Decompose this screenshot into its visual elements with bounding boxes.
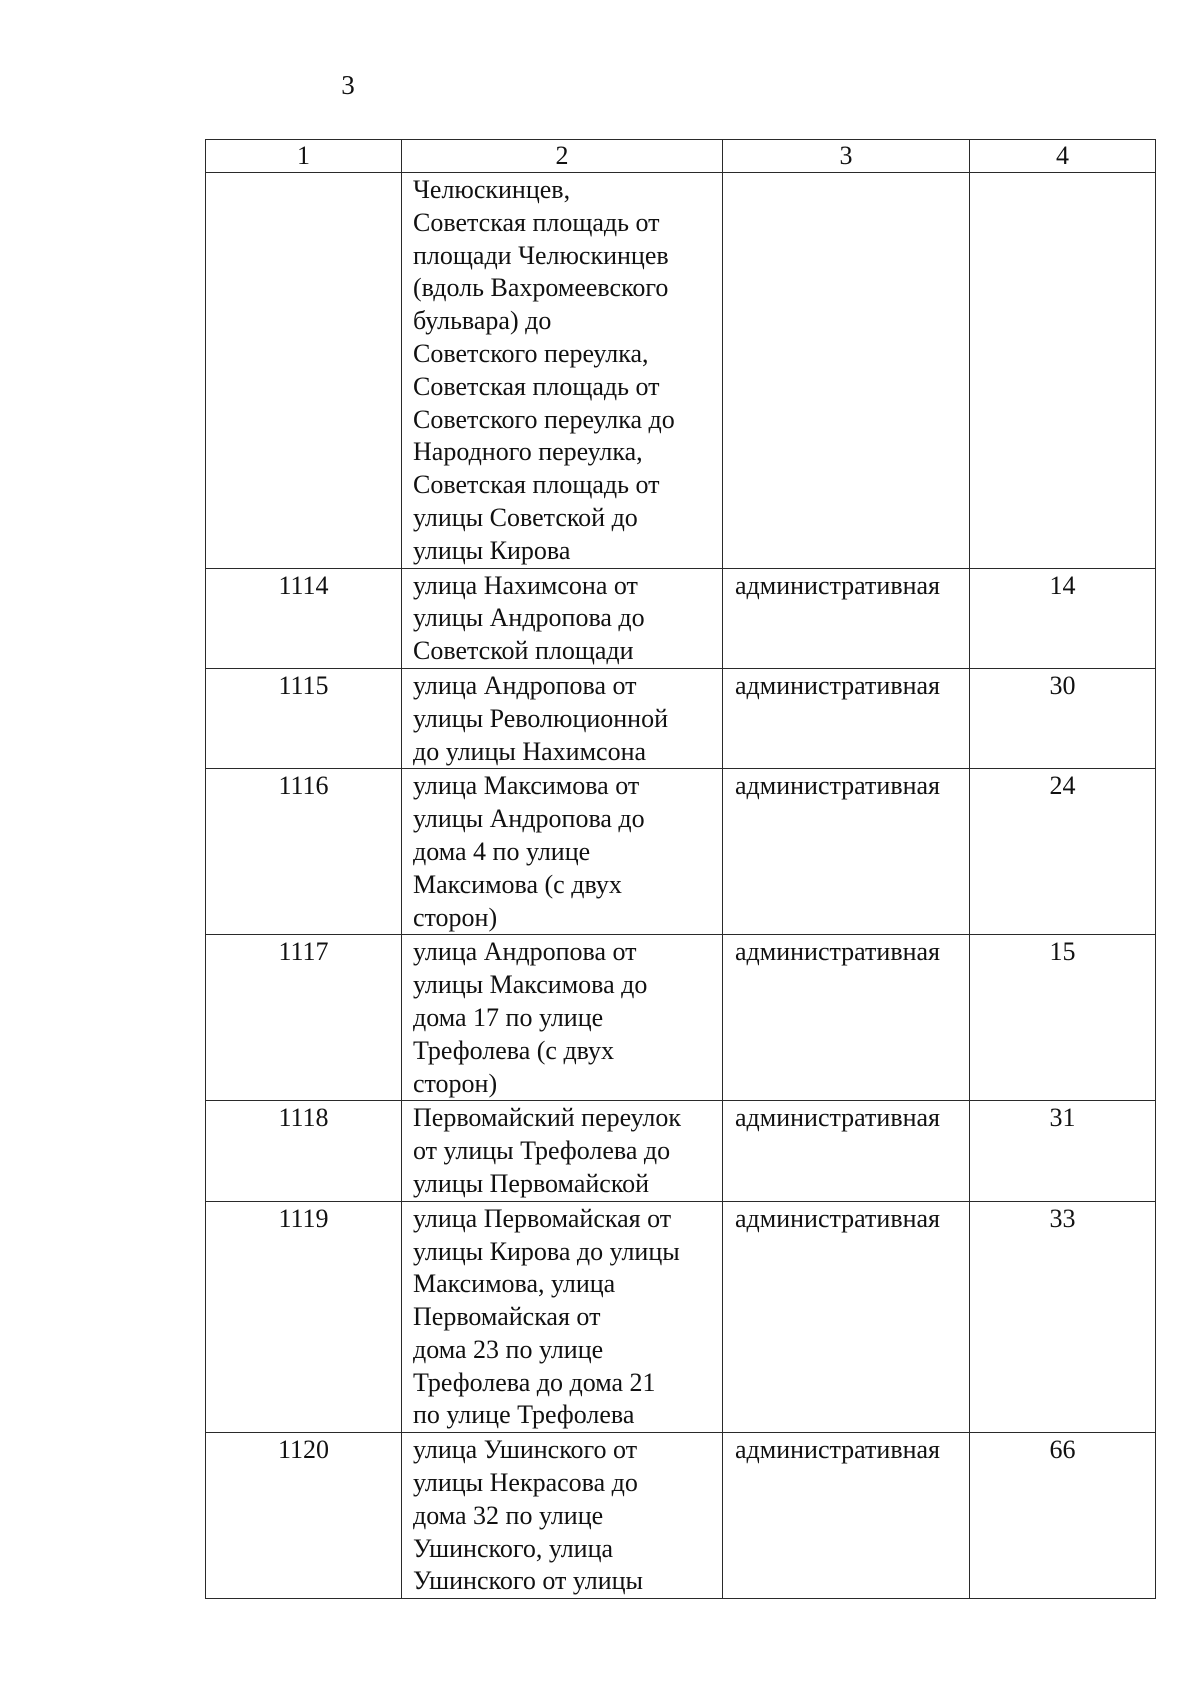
row-number-cell	[206, 173, 402, 569]
street-segment-cell: Первомайский переулок от улицы Трефолева до улицы Первомайской	[402, 1101, 723, 1201]
table-row	[206, 935, 1156, 1101]
column-header-2: 2	[402, 140, 723, 173]
zone-type-cell: административная	[723, 935, 970, 1101]
zone-type-cell: административная	[723, 668, 970, 768]
table-row	[206, 568, 1156, 668]
table-row	[206, 1101, 1156, 1201]
row-number-cell: 1117	[206, 935, 402, 1101]
table-row	[206, 173, 1156, 569]
row-number-cell: 1115	[206, 668, 402, 768]
table-row	[206, 1433, 1156, 1599]
table-row	[206, 668, 1156, 768]
street-segment-cell: улица Максимова от улицы Андропова до дома 4 по улице Максимова (с двух сторон)	[402, 769, 723, 935]
row-number-cell: 1114	[206, 568, 402, 668]
street-segment-cell: улица Нахимсона от улицы Андропова до Советской площади	[402, 568, 723, 668]
spaces-count-cell: 24	[970, 769, 1156, 935]
row-number-cell: 1116	[206, 769, 402, 935]
zone-type-cell	[723, 173, 970, 569]
table-header-row	[206, 140, 1156, 173]
spaces-count-cell: 66	[970, 1433, 1156, 1599]
zone-type-cell: административная	[723, 1101, 970, 1201]
row-number-cell: 1118	[206, 1101, 402, 1201]
street-segment-cell: улица Ушинского от улицы Некрасова до дома 32 по улице Ушинского, улица Ушинского от улицы	[402, 1433, 723, 1599]
spaces-count-cell: 15	[970, 935, 1156, 1101]
column-header-3: 3	[723, 140, 970, 173]
spaces-count-cell: 14	[970, 568, 1156, 668]
parking-zones-table	[205, 139, 1156, 1599]
spaces-count-cell	[970, 173, 1156, 569]
row-number-cell: 1120	[206, 1433, 402, 1599]
column-header-1: 1	[206, 140, 402, 173]
spaces-count-cell: 31	[970, 1101, 1156, 1201]
zone-type-cell: административная	[723, 1433, 970, 1599]
zone-type-cell: административная	[723, 1201, 970, 1433]
row-number-cell: 1119	[206, 1201, 402, 1433]
street-segment-cell: Челюскинцев, Советская площадь от площади Челюскинцев (вдоль Вахромеевского бульвара) до Советского переулка, Советская площадь от Советского переулка до Народного переулка, Советская площадь от улицы Советской до улицы Кирова	[402, 173, 723, 569]
spaces-count-cell: 30	[970, 668, 1156, 768]
zone-type-cell: административная	[723, 769, 970, 935]
spaces-count-cell: 33	[970, 1201, 1156, 1433]
street-segment-cell: улица Первомайская от улицы Кирова до улицы Максимова, улица Первомайская от дома 23 по улице Трефолева до дома 21 по улице Трефолева	[402, 1201, 723, 1433]
page-number: 3	[341, 70, 355, 100]
street-segment-cell: улица Андропова от улицы Революционной до улицы Нахимсона	[402, 668, 723, 768]
zone-type-cell: административная	[723, 568, 970, 668]
table-row	[206, 769, 1156, 935]
street-segment-cell: улица Андропова от улицы Максимова до дома 17 по улице Трефолева (с двух сторон)	[402, 935, 723, 1101]
table-row	[206, 1201, 1156, 1433]
column-header-4: 4	[970, 140, 1156, 173]
